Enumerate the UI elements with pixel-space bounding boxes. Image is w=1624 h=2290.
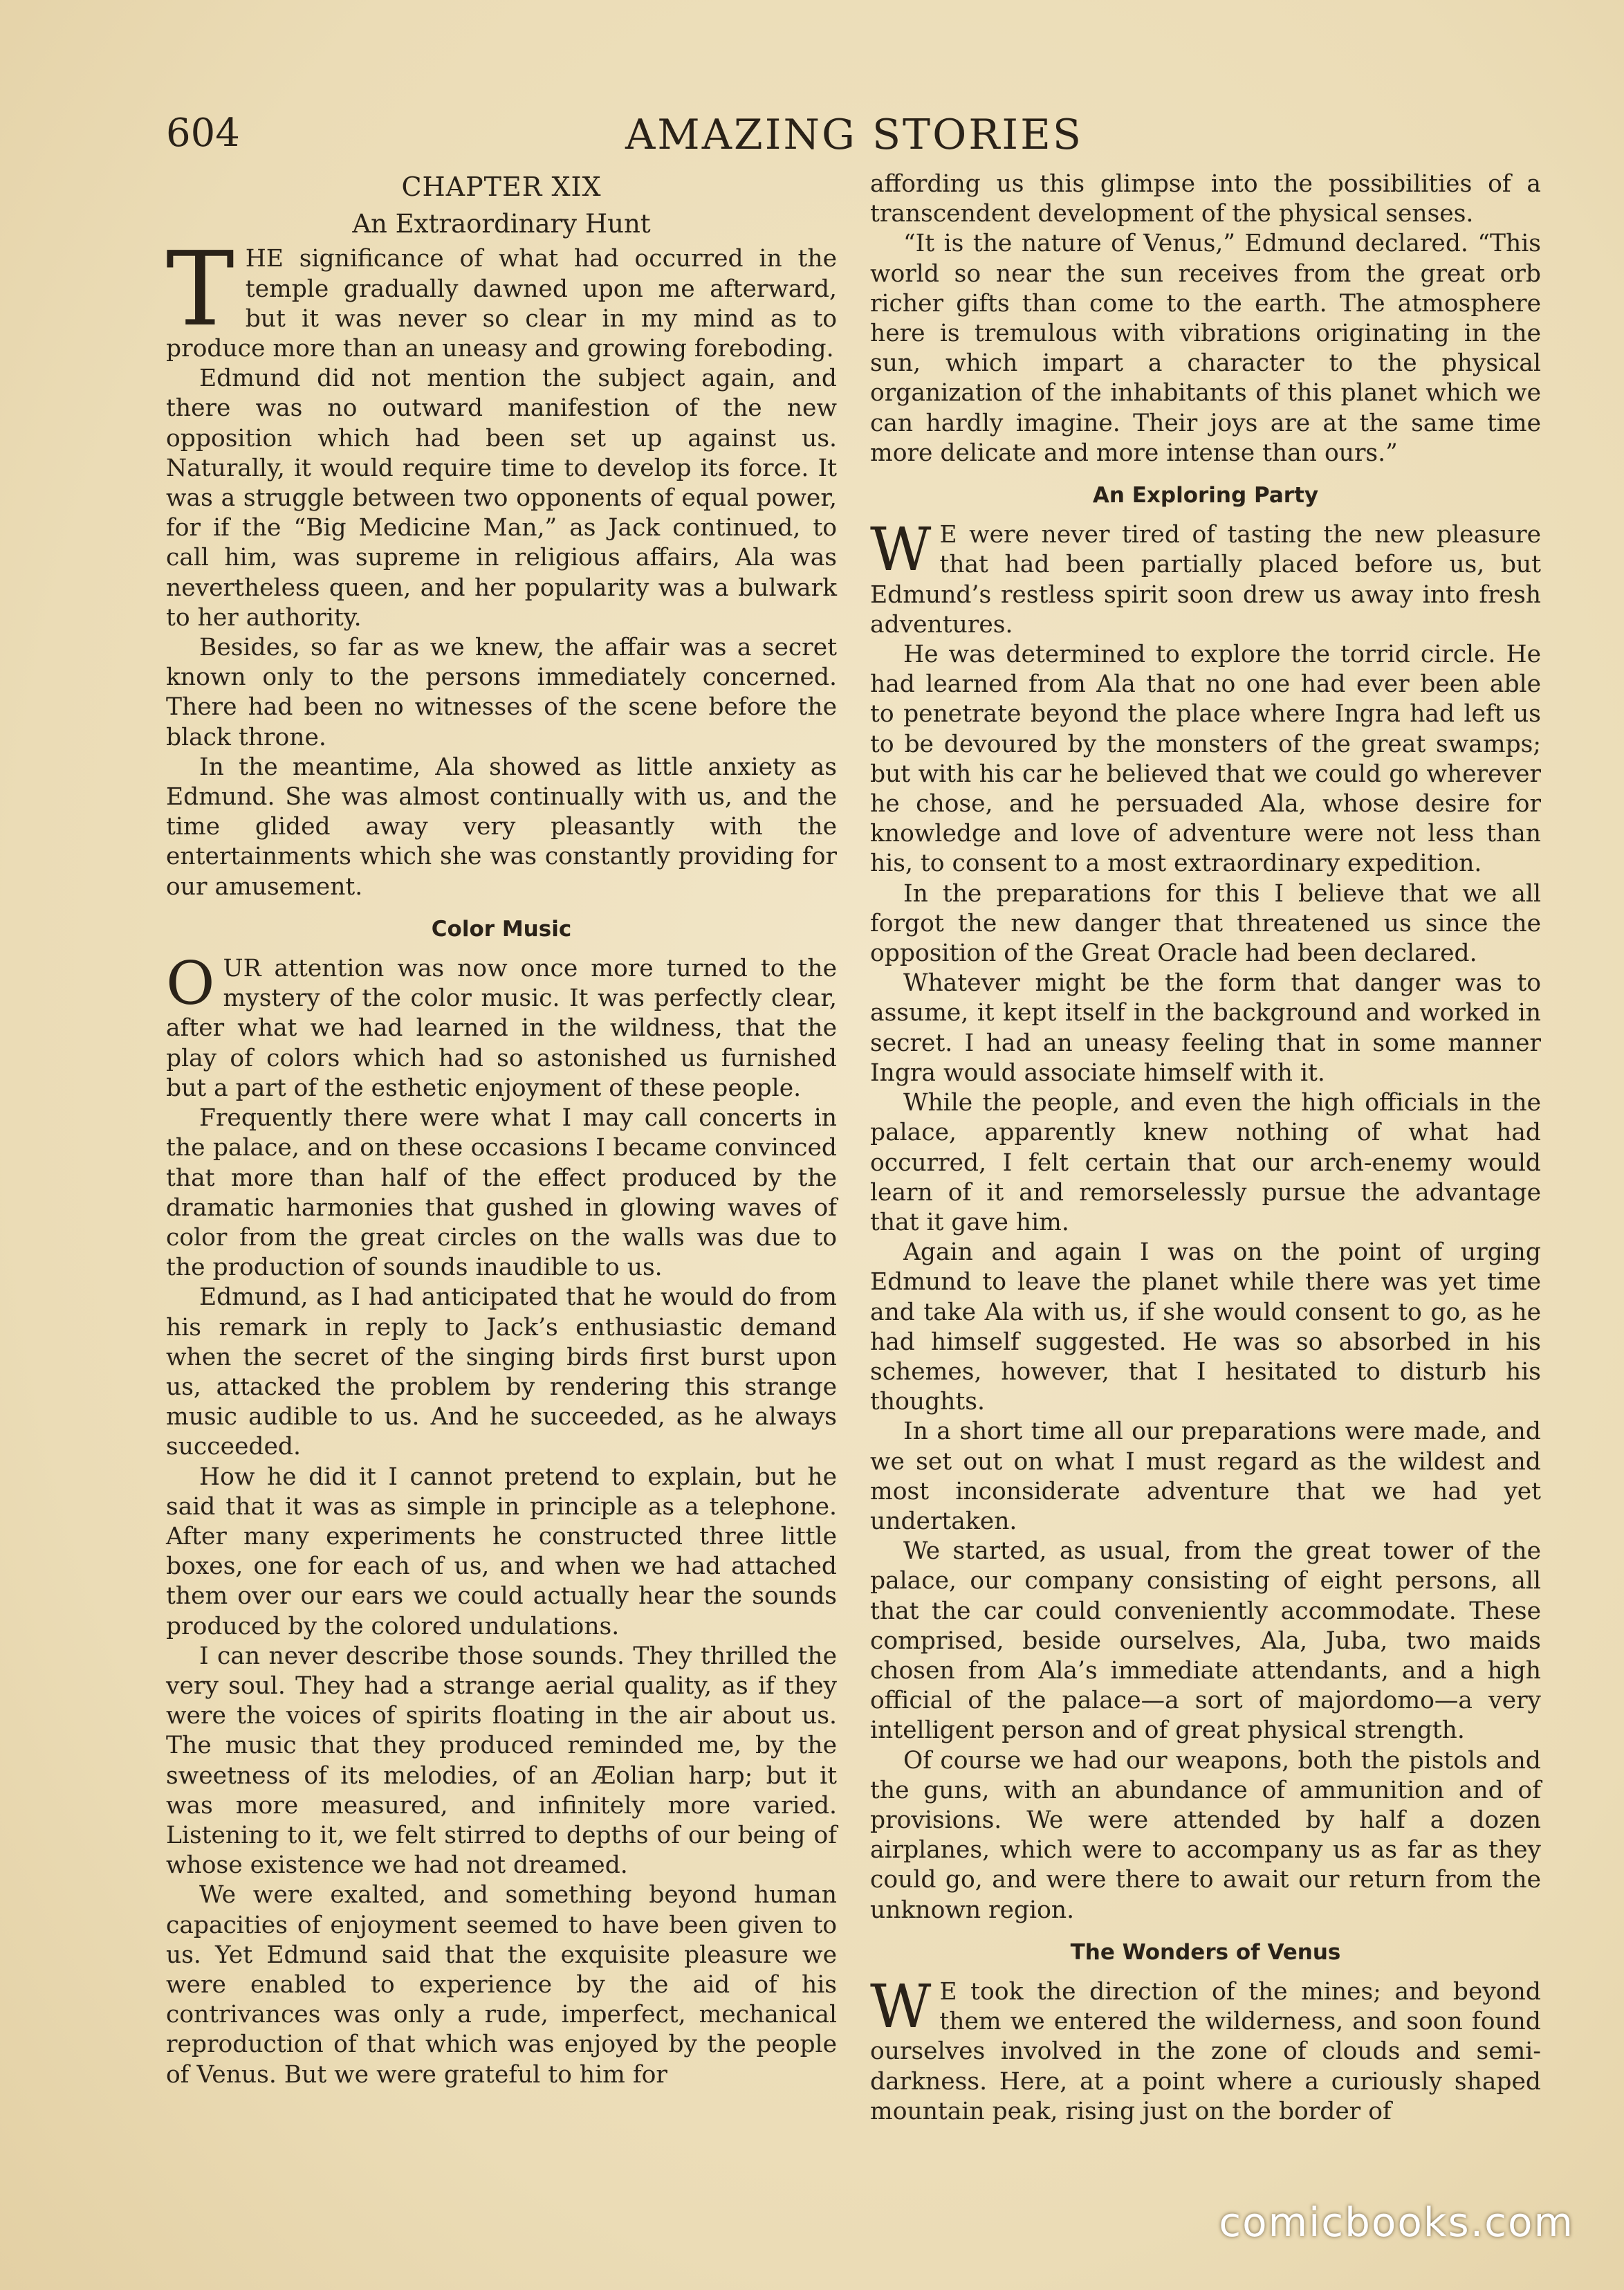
paragraph: I can never describe those sounds. They thrilled the very soul. They had a strange aerial quality, as if they were the voices of spirits floating in the air about us. The music that they produced reminded me, by the sweetness of its melodies, of an Æolian harp; but it was more measured, and infinitely more varied. Listening to it, we felt stirred to depths of our being of whose existence we had not dreamed.: [166, 1642, 837, 1880]
section-heading: An Exploring Party: [1092, 483, 1319, 509]
paragraph: Edmund, as I had anticipated that he would do from his remark in reply to Jack’s enthusiastic demand when the secret of the singing birds first burst upon us, attacked the problem by rendering this strange music audible to us. And he succeeded, as he always succeeded.: [166, 1283, 837, 1461]
section-heading: The Wonders of Venus: [1070, 1939, 1341, 1965]
paragraph: affording us this glimpse into the possibilities of a transcendent development of the physical senses.: [870, 170, 1541, 228]
drop-cap: W: [870, 1972, 932, 2042]
paragraph: W E were never tired of tasting the new pleasure that had been partially placed before us, but Edmund’s restless spirit soon drew us away into fresh adventures.: [870, 515, 1541, 639]
drop-cap: W: [870, 515, 932, 585]
paragraph: While the people, and even the high officials in the palace, apparently knew nothing of what had occurred, I felt certain that our arch-enemy would learn of it and remorselessly pursue the advantage that it gave him.: [870, 1089, 1541, 1236]
left-column: [166, 170, 837, 2090]
paragraph: THE significance of what had occurred in the temple gradually dawned upon me afterward, but it was never so clear in my mind as to produce more than an uneasy and growing foreboding.: [166, 230, 837, 363]
paragraph: “It is the nature of Venus,” Edmund declared. “This world so near the sun receives from the great orb richer gifts than come to the earth. The atmosphere here is tremulous with vibrations originating in the sun, which impart a character to the physical organization of the inhabitants of this planet which we can hardly imagine. Their joys are at the same time more delicate and more intense than ours.”: [870, 230, 1541, 467]
paragraph: He was determined to explore the torrid circle. He had learned from Ala that no one had ever been able to penetrate beyond the place where Ingra had left us to be devoured by the monsters of the great swamps; but with his car he believed that we could go wherever he chose, and he persuaded Ala, whose desire for knowledge and love of adventure were not less than his, to consent to a most extraordinary expedition.: [870, 641, 1541, 878]
paragraph: Edmund did not mention the subject again, and there was no outward manifestion of the new opposition which had been set up against us. Naturally, it would require time to develop its force. It was a struggle between two opponents of equal power, for if the “Big Medicine Man,” as Jack continued, to call him, was supreme in religious affairs, Ala was nevertheless queen, and her popularity was a bulwark to her authority.: [166, 365, 837, 632]
right-column: [870, 170, 1541, 2127]
paragraph: Whatever might be the form that danger was to assume, it kept itself in the background and worked in secret. I had an uneasy feeling that in some manner Ingra would associate himself with it.: [870, 969, 1541, 1087]
drop-cap: T: [166, 230, 234, 349]
drop-cap: O: [166, 949, 215, 1019]
paragraph: Frequently there were what I may call concerts in the palace, and on these occasions I became convinced that more than half of the effect produced by the dramatic harmonies that gushed in glowing waves of color from the great circles on the walls was due to the production of sounds inaudible to us.: [166, 1104, 837, 1282]
paragraph: In the meantime, Ala showed as little anxiety as Edmund. She was almost continually with us, and the time glided away very pleasantly with the entertainments which she was constantly providing for our amusement.: [166, 753, 837, 901]
paragraph: Of course we had our weapons, both the pistols and the guns, with an abundance of ammunition and of provisions. We were attended by half a dozen airplanes, which were to accompany us as far as they could go, and were there to await our return from the unknown region.: [870, 1746, 1541, 1924]
paragraph: Again and again I was on the point of urging Edmund to leave the planet while there was yet time and take Ala with us, if she would consent to go, as he had himself suggested. He was so absorbed in his schemes, however, that I hesitated to disturb his thoughts.: [870, 1238, 1541, 1416]
paragraph: We started, as usual, from the great tower of the palace, our company consisting of eight persons, all that the car could conveniently accommodate. These comprised, beside ourselves, Ala, Juba, two maids chosen from Ala’s immediate attendants, and a high official of the palace—a sort of majordomo—a very intelligent person and of great physical strength.: [870, 1537, 1541, 1745]
paragraph: In a short time all our preparations were made, and we set out on what I must regard as the wildest and most inconsiderate adventure that we had yet undertaken.: [870, 1418, 1541, 1535]
page-header: [166, 111, 1542, 173]
page-number: 604: [166, 111, 240, 156]
paragraph: We were exalted, and something beyond human capacities of enjoyment seemed to have been given to us. Yet Edmund said that the exquisite pleasure we were enabled to experience by the aid of his contrivances was only a rude, imperfect, mechanical reproduction of that which was enjoyed by the people of Venus. But we were grateful to him for: [166, 1881, 837, 2089]
section-heading: Color Music: [431, 916, 572, 942]
paragraph: OUR attention was now once more turned to the mystery of the color music. It was perfectly clear, after what we had learned in the wildness, that the play of colors which had so astonished us furnished but a part of the esthetic enjoyment of these people.: [166, 949, 837, 1102]
paragraph: How he did it I cannot pretend to explain, but he said that it was as simple in principle as a telephone. After many experiments he constructed three little boxes, one for each of us, and when we had attached them over our ears we could actually hear the sounds produced by the colored undulations.: [166, 1463, 837, 1640]
magazine-title: AMAZING STORIES: [625, 111, 1084, 159]
chapter-title: An Extraordinary Hunt: [352, 209, 651, 239]
paragraph: Besides, so far as we knew, the affair was a secret known only to the persons immediately concerned. There had been no witnesses of the scene before the black throne.: [166, 634, 837, 751]
paragraph: W E took the direction of the mines; and beyond them we entered the wilderness, and soon found ourselves involved in the zone of clouds and semi-darkness. Here, at a point where a curiously shaped mountain peak, rising just on the border of: [870, 1972, 1541, 2125]
chapter-heading: CHAPTER XIX: [401, 172, 602, 202]
watermark: comicbooks.com: [1219, 2199, 1574, 2246]
paragraph: In the preparations for this I believe that we all forgot the new danger that threatened us since the opposition of the Great Oracle had been declared.: [870, 879, 1541, 968]
